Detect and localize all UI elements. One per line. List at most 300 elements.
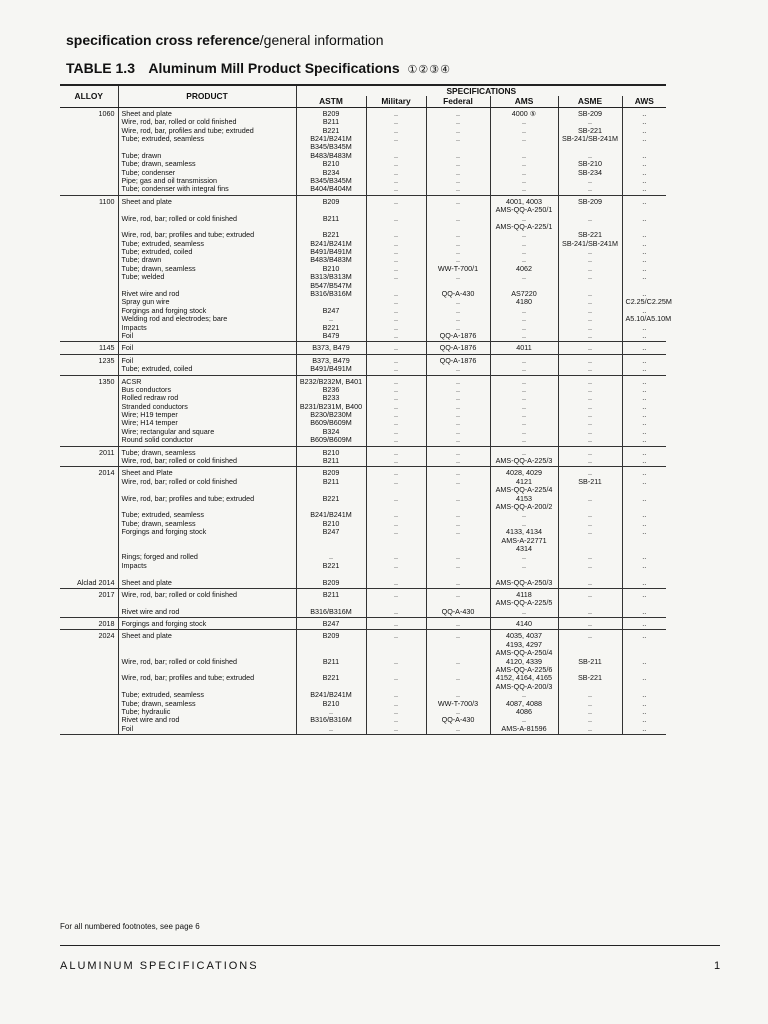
aws-cell-line: .. <box>642 159 647 169</box>
military-cell-line: .. <box>394 117 398 127</box>
ams-cell-line: AMS-QQ-A-225/6 <box>495 665 553 675</box>
asme-cell-line: .. <box>588 723 592 733</box>
military-cell-line: .. <box>394 510 398 520</box>
astm-cell-line: B247 <box>322 527 340 537</box>
federal-cell <box>426 195 490 342</box>
military-cell-line: .. <box>394 715 398 725</box>
federal-cell-line: .. <box>456 230 460 240</box>
astm-cell-line: B221 <box>322 322 340 332</box>
ams-cell-line: AMS-QQ-A-200/3 <box>495 681 553 691</box>
product-cell-line: Tube; drawn <box>121 255 162 265</box>
product-cell-line: Rivet wire and rod <box>121 606 180 616</box>
asme-cell-line: .. <box>588 698 592 708</box>
astm-cell-line: B241/B241M <box>310 510 352 520</box>
ams-cell-line: .. <box>522 355 526 365</box>
alloy-cell-line: 1100 <box>99 196 115 206</box>
aws-cell-line: .. <box>642 305 647 315</box>
ams-cell-line: .. <box>522 715 526 725</box>
ams-cell-line: 4118 <box>516 589 532 599</box>
ams-cell-line: .. <box>522 238 526 248</box>
product-header: PRODUCT <box>118 85 296 107</box>
ams-cell-line: AMS-QQ-A-225/3 <box>495 456 553 466</box>
federal-cell-line: .. <box>456 159 460 169</box>
federal-cell-line: .. <box>456 297 460 307</box>
asme-cell-line: .. <box>588 272 592 282</box>
ams-cell-line: 4193, 4297 <box>506 639 542 649</box>
asme-cell-line: .. <box>588 468 592 478</box>
astm-cell-line: B211 <box>322 656 340 666</box>
alloy-cell-line <box>63 478 115 486</box>
ams-cell-line: 4011 <box>516 343 532 353</box>
military-cell-line: .. <box>394 167 398 177</box>
astm-cell-line: B483/B483M <box>310 150 352 160</box>
federal-cell <box>426 467 490 588</box>
federal-cell <box>426 446 490 467</box>
ams-cell <box>490 375 558 446</box>
astm-cell-line: B209 <box>322 577 340 587</box>
alloy-cell-line <box>63 511 115 519</box>
product-cell <box>118 467 296 588</box>
astm-cell <box>296 342 366 354</box>
product-cell-line: Tube; extruded, seamless <box>121 690 204 700</box>
aws-cell-line: .. <box>642 715 647 725</box>
military-cell-line: .. <box>394 272 398 282</box>
aws-cell-line: .. <box>642 456 647 466</box>
alloy-cell-line <box>63 674 115 682</box>
military-cell-line: .. <box>394 690 398 700</box>
product-cell-line: Bus conductors <box>121 384 172 394</box>
aws-cell-line: .. <box>642 125 647 135</box>
astm-cell-line: B247 <box>322 305 340 315</box>
alloy-cell-line <box>63 273 115 281</box>
asme-cell-line: .. <box>588 355 592 365</box>
astm-cell-line: B345/B345M <box>310 142 352 152</box>
astm-cell-line: B324 <box>322 426 340 436</box>
alloy-cell-line: 2014 <box>98 468 115 478</box>
federal-cell-line: .. <box>456 518 460 528</box>
page-header <box>66 32 384 48</box>
federal-cell-line: QQ-A-1876 <box>439 330 477 340</box>
astm-cell-line: .. <box>329 552 333 562</box>
aws-cell-line: .. <box>642 184 647 194</box>
ams-cell-line: 4152, 4164, 4165 <box>496 673 552 683</box>
asme-cell-line <box>562 537 619 545</box>
product-cell-line: Wire; H19 temper <box>121 410 178 420</box>
astm-cell-line: B211 <box>322 213 340 223</box>
federal-header: Federal <box>426 96 490 107</box>
federal-cell-line: .. <box>456 125 460 135</box>
military-cell-line: .. <box>394 468 398 478</box>
alloy-cell-line <box>63 708 115 716</box>
asme-cell <box>558 618 622 630</box>
asme-cell-line: .. <box>588 606 592 616</box>
alloy-cell-line <box>63 307 115 315</box>
military-cell-line: .. <box>394 255 398 265</box>
federal-cell-line: .. <box>456 706 460 716</box>
aws-cell-line: .. <box>642 263 647 273</box>
federal-cell <box>426 342 490 354</box>
military-cell <box>366 630 426 735</box>
alloy-cell <box>60 107 118 195</box>
product-cell-line: Tube; drawn <box>121 150 162 160</box>
aws-cell-line: .. <box>642 322 647 332</box>
product-cell-line: Tube; drawn, seamless <box>121 698 196 708</box>
astm-cell-line: .. <box>329 706 333 716</box>
federal-cell-line: .. <box>456 167 460 177</box>
astm-cell-line: B221 <box>322 125 340 135</box>
ams-cell-line: .. <box>522 364 526 374</box>
military-cell-line: .. <box>394 698 398 708</box>
ams-cell-line: 4028, 4029 <box>506 468 542 478</box>
asme-cell-line: .. <box>588 518 592 528</box>
military-cell-line: .. <box>394 393 398 403</box>
ams-cell-line: .. <box>522 426 526 436</box>
aws-cell-line: .. <box>642 447 647 457</box>
product-cell-line: Tube; drawn, seamless <box>121 518 196 528</box>
product-cell-line: Tube; condenser <box>121 167 176 177</box>
aws-cell-line: .. <box>642 330 647 340</box>
astm-cell-line: B236 <box>322 384 340 394</box>
ams-cell-line: .. <box>522 376 526 386</box>
product-cell <box>118 375 296 446</box>
product-cell-line: Rivet wire and rod <box>121 289 180 299</box>
ams-cell <box>490 446 558 467</box>
product-cell-line: Tube; drawn, seamless <box>121 447 196 457</box>
ams-cell-line: 4121 <box>516 476 532 486</box>
product-cell-line: ACSR <box>121 376 142 386</box>
footnote: For all numbered footnotes, see page 6 <box>60 922 200 931</box>
military-cell-line: .. <box>394 150 398 160</box>
aws-cell <box>622 342 666 354</box>
page-number: 1 <box>714 960 721 972</box>
aws-cell-line: .. <box>642 196 647 206</box>
asme-cell-line: .. <box>588 552 592 562</box>
aws-cell-line: .. <box>642 606 647 616</box>
ams-cell-line: AMS-A-22771 <box>501 535 547 545</box>
federal-cell-line: .. <box>456 213 460 223</box>
product-cell <box>118 618 296 630</box>
ams-cell-line: 4035, 4037 <box>506 631 542 641</box>
ams-cell-line: .. <box>522 401 526 411</box>
alloy-cell-line <box>63 528 115 536</box>
astm-cell-line: B241/B241M <box>310 133 352 143</box>
ams-cell-line: .. <box>522 560 526 570</box>
military-cell <box>366 618 426 630</box>
asme-cell <box>558 630 622 735</box>
alloy-cell-line <box>63 177 115 185</box>
military-cell-line: .. <box>394 314 398 324</box>
product-cell-line: Tube; welded <box>121 272 165 282</box>
alloy-cell-line <box>63 537 115 545</box>
ams-cell-line: .. <box>522 117 526 127</box>
federal-cell <box>426 630 490 735</box>
alloy-cell-line <box>63 215 115 223</box>
ams-cell-line: .. <box>522 384 526 394</box>
military-cell-line: .. <box>394 343 398 353</box>
asme-cell-line: .. <box>588 401 592 411</box>
astm-cell-line: B211 <box>322 589 340 599</box>
asme-cell-line: .. <box>588 493 592 503</box>
astm-cell-line: B345/B345M <box>310 175 352 185</box>
military-cell-line: .. <box>394 159 398 169</box>
ams-cell-line: .. <box>522 314 526 324</box>
footnote-marks: ①②③④ <box>407 64 451 76</box>
aws-cell <box>622 446 666 467</box>
ams-cell-line: AMS-QQ-A-225/1 <box>495 221 553 231</box>
aws-cell-line: .. <box>642 493 647 503</box>
military-cell-line: .. <box>394 184 398 194</box>
astm-cell-line: B221 <box>322 673 340 683</box>
aws-cell-line: .. <box>642 560 647 570</box>
federal-cell-line <box>430 537 487 545</box>
astm-cell-line: B404/B404M <box>310 184 352 194</box>
astm-cell <box>296 195 366 342</box>
product-cell-line: Wire, rod, bar; rolled or cold finished <box>121 456 237 466</box>
federal-cell-line: .. <box>456 175 460 185</box>
federal-cell-line: .. <box>456 401 460 411</box>
astm-cell-line: B211 <box>322 456 340 466</box>
ams-cell-line: .. <box>522 410 526 420</box>
military-cell-line: .. <box>394 247 398 257</box>
federal-cell-line: .. <box>456 272 460 282</box>
astm-cell-line: B491/B491M <box>310 364 352 374</box>
ams-cell-line: AMS-QQ-A-250/1 <box>495 205 553 215</box>
federal-cell-line: .. <box>456 673 460 683</box>
ams-cell-line: .. <box>522 322 526 332</box>
aws-cell-line: .. <box>642 108 647 118</box>
federal-cell-line: .. <box>456 393 460 403</box>
federal-cell-line: .. <box>456 447 460 457</box>
asme-cell <box>558 354 622 375</box>
ams-cell-line: AMS-QQ-A-225/4 <box>495 485 553 495</box>
alloy-cell-line <box>63 365 115 373</box>
ams-cell-line: .. <box>522 255 526 265</box>
federal-cell-line: .. <box>456 196 460 206</box>
astm-cell-line: B241/B241M <box>310 690 352 700</box>
aws-cell-line: .. <box>642 690 647 700</box>
product-cell-line: Foil <box>121 343 134 353</box>
product-cell <box>118 342 296 354</box>
astm-cell-line: B313/B313M <box>310 272 352 282</box>
asme-cell-line: .. <box>588 322 592 332</box>
ams-cell <box>490 354 558 375</box>
federal-cell-line: .. <box>456 305 460 315</box>
military-cell-line: .. <box>394 238 398 248</box>
federal-cell-line: .. <box>456 589 460 599</box>
alloy-cell <box>60 375 118 446</box>
federal-cell-line: .. <box>456 364 460 374</box>
asme-cell-line: .. <box>588 247 592 257</box>
aws-cell <box>622 375 666 446</box>
astm-cell-line: B232/B232M, B401 <box>299 376 363 386</box>
aws-cell <box>622 467 666 588</box>
aws-cell-line: .. <box>642 133 647 143</box>
alloy-cell-line <box>63 403 115 411</box>
product-cell-line: Wire; rectangular and square <box>121 426 215 436</box>
aws-cell-line: .. <box>642 255 647 265</box>
aws-cell-line: .. <box>642 631 647 641</box>
alloy-cell-line: 2024 <box>98 631 115 641</box>
astm-cell-line: .. <box>329 723 333 733</box>
federal-cell-line: .. <box>456 560 460 570</box>
ams-cell <box>490 107 558 195</box>
asme-cell-line: .. <box>588 690 592 700</box>
alloy-cell-line <box>63 135 115 143</box>
product-cell-line: Foil <box>121 723 134 733</box>
astm-cell-line: B609/B609M <box>310 435 352 445</box>
alloy-cell-line <box>63 143 115 151</box>
product-cell-line: Wire, rod, bar; rolled or cold finished <box>121 589 237 599</box>
military-cell-line: .. <box>394 447 398 457</box>
federal-cell-line: QQ-A-430 <box>441 289 475 299</box>
ams-cell-line: .. <box>522 184 526 194</box>
alloy-cell-line <box>63 495 115 503</box>
product-cell-line: Tube; drawn, seamless <box>121 263 196 273</box>
asme-cell-line: .. <box>588 619 592 629</box>
alloy-cell-line <box>63 265 115 273</box>
ams-cell-line: .. <box>522 418 526 428</box>
aws-cell-line <box>626 537 664 545</box>
alloy-cell-line <box>63 520 115 528</box>
asme-cell-line: SB-210 <box>578 159 602 169</box>
federal-cell <box>426 588 490 617</box>
ams-cell <box>490 342 558 354</box>
ams-cell-line: .. <box>522 552 526 562</box>
alloy-cell-line <box>63 691 115 699</box>
product-cell-line: Tube; extruded, seamless <box>121 238 204 248</box>
asme-cell-line: .. <box>588 297 592 307</box>
astm-cell-line: B210 <box>322 698 340 708</box>
alloy-cell <box>60 195 118 342</box>
ams-cell-line: .. <box>522 150 526 160</box>
footer-rule <box>60 945 720 946</box>
alloy-cell-line: 1145 <box>99 343 115 353</box>
military-cell <box>366 107 426 195</box>
astm-cell-line: B316/B316M <box>310 715 352 725</box>
alloy-cell-line <box>63 503 115 511</box>
alloy-cell-line <box>63 428 115 436</box>
military-cell-line: .. <box>394 125 398 135</box>
astm-cell-line: B479 <box>322 330 340 340</box>
asme-cell-line: .. <box>588 435 592 445</box>
aws-header: AWS <box>622 96 666 107</box>
asme-cell <box>558 107 622 195</box>
aws-cell-line: .. <box>642 230 647 240</box>
military-cell-line: .. <box>394 456 398 466</box>
product-cell-line: Forgings and forging stock <box>121 305 207 315</box>
alloy-cell-line <box>63 223 115 231</box>
federal-cell-line: .. <box>456 314 460 324</box>
product-cell-line <box>122 641 293 649</box>
military-cell-line: .. <box>394 656 398 666</box>
aws-cell-line: .. <box>642 384 647 394</box>
asme-cell-line: .. <box>588 631 592 641</box>
astm-cell-line: B221 <box>322 560 340 570</box>
alloy-cell-line: 2017 <box>98 589 115 599</box>
product-cell-line: Foil <box>121 355 134 365</box>
aws-cell-line: .. <box>642 577 647 587</box>
asme-cell <box>558 588 622 617</box>
aws-cell-line: .. <box>642 343 647 353</box>
table-title-text: Aluminum Mill Product Specifications <box>148 60 400 76</box>
product-cell-line: Pipe; gas and oil transmission <box>121 175 217 185</box>
federal-cell-line: .. <box>456 376 460 386</box>
federal-cell-line: .. <box>456 184 460 194</box>
ams-cell-line: .. <box>522 125 526 135</box>
military-cell-line: .. <box>394 401 398 411</box>
table-row <box>60 342 666 354</box>
astm-cell-line: B233 <box>322 393 340 403</box>
asme-cell-line: .. <box>588 213 592 223</box>
product-cell-line: Impacts <box>121 322 147 332</box>
ams-cell-line: .. <box>522 247 526 257</box>
product-cell-line: Sheet and plate <box>121 196 172 206</box>
aws-cell-line: A5.10/A5.10M <box>625 314 672 324</box>
ams-cell-line: .. <box>522 175 526 185</box>
product-cell-line: Foil <box>121 330 134 340</box>
federal-cell-line: .. <box>456 510 460 520</box>
astm-cell-line: B209 <box>322 468 340 478</box>
military-cell-line: .. <box>394 435 398 445</box>
product-cell <box>118 354 296 375</box>
astm-cell <box>296 467 366 588</box>
alloy-cell-line <box>63 700 115 708</box>
military-cell-line: .. <box>394 552 398 562</box>
product-cell-line: Sheet and plate <box>121 577 172 587</box>
alloy-cell-line <box>63 553 115 561</box>
federal-cell-line: QQ-A-430 <box>441 606 475 616</box>
alloy-header: ALLOY <box>60 85 118 107</box>
product-cell-line: Rolled redraw rod <box>121 393 179 403</box>
federal-cell-line: .. <box>456 493 460 503</box>
federal-cell-line: .. <box>456 117 460 127</box>
alloy-cell-line: Alclad 2014 <box>76 577 115 587</box>
aws-cell-line: .. <box>642 247 647 257</box>
military-cell-line: .. <box>394 606 398 616</box>
product-cell-line: Spray gun wire <box>121 297 170 307</box>
military-cell-line: .. <box>394 175 398 185</box>
astm-cell-line: B211 <box>322 117 340 127</box>
asme-cell-line: .. <box>588 255 592 265</box>
product-cell-line: Round solid conductor <box>121 435 194 445</box>
aws-cell <box>622 588 666 617</box>
military-header: Military <box>366 96 426 107</box>
astm-cell <box>296 630 366 735</box>
asme-cell-line: .. <box>588 706 592 716</box>
ams-cell-line: .. <box>522 447 526 457</box>
federal-cell <box>426 618 490 630</box>
alloy-cell-line: 1350 <box>98 376 115 386</box>
asme-cell <box>558 467 622 588</box>
aws-cell-line: .. <box>642 468 647 478</box>
product-cell-line: Wire, rod, bar; rolled or cold finished <box>121 476 237 486</box>
aws-cell-line: .. <box>642 706 647 716</box>
ams-cell-line: .. <box>522 435 526 445</box>
aws-cell-line: .. <box>642 527 647 537</box>
astm-cell <box>296 618 366 630</box>
federal-cell-line: .. <box>456 426 460 436</box>
table-row <box>60 446 666 467</box>
asme-cell-line: .. <box>588 263 592 273</box>
product-cell-line: Rivet wire and rod <box>121 715 180 725</box>
federal-cell-line: QQ-A-1876 <box>439 355 477 365</box>
military-cell-line: .. <box>394 263 398 273</box>
astm-cell-line: B231/B231M, B400 <box>299 401 363 411</box>
alloy-cell-line <box>63 683 115 691</box>
astm-cell-line: B230/B230M <box>310 410 352 420</box>
military-cell-line: .. <box>394 330 398 340</box>
federal-cell-line: .. <box>456 552 460 562</box>
